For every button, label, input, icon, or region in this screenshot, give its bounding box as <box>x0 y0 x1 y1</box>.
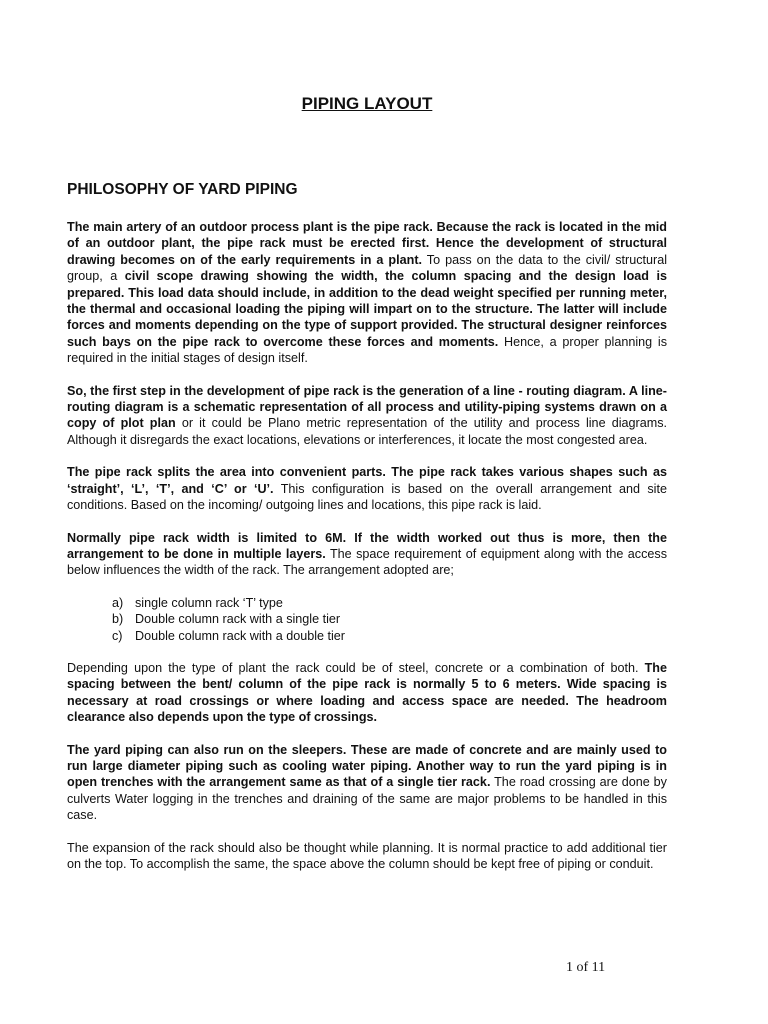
paragraph-5 <box>67 660 667 726</box>
paragraph-1 <box>67 219 667 367</box>
paragraph-4-bold: Normally pipe rack width is limited to 6M. If the width worked out thus is more, then the arrangement to be done in multiple layers. <box>67 530 667 561</box>
paragraph-1-normal-2: Hence, a proper planning is required in the initial stages of design itself. <box>67 334 667 366</box>
paragraph-4 <box>67 530 667 579</box>
paragraph-1-bold-2: civil scope drawing showing the width, the column spacing and the design load is prepared. This load data should include, in addition to the dead weight specified per running meter, the thermal and occasional loading the piping will impart on to the structure. The latter will include forces and moments depending on the type of support provided. The structural designer reinforces such bays on the pipe rack to overcome these forces and moments. <box>67 269 667 349</box>
paragraph-4-normal: The space requirement of equipment along with the access below influences the width of the rack. The arrangement adopted are; <box>67 546 667 578</box>
list-marker: a) <box>112 595 124 610</box>
paragraph-3 <box>67 464 667 513</box>
paragraph-2-bold: So, the first step in the development of pipe rack is the generation of a line - routing diagram. A line- routing diagram is a schematic representation of all process and utility-piping systems drawn on a copy of plot plan <box>67 383 667 431</box>
paragraph-3-bold: The pipe rack splits the area into convenient parts. The pipe rack takes various shapes such as ‘straight’, ‘L’, ‘T’, and ‘C’ or ‘U’. <box>67 465 667 496</box>
paragraph-3-normal: This configuration is based on the overall arrangement and site conditions. Based on the incoming/ outgoing lines and locations, this pipe rack is laid. <box>67 481 667 513</box>
paragraph-2 <box>67 383 667 449</box>
paragraph-1-bold-1: The main artery of an outdoor process plant is the pipe rack. Because the rack is located in the mid of an outdoor plant, the pipe rack must be erected first. Hence the development of structural drawing becomes on of the early requirements in a plant. <box>67 220 667 267</box>
list-item-text: Double column rack with a single tier <box>135 612 341 627</box>
page-number: 1 of 11 <box>566 960 606 975</box>
paragraph-6-normal: The road crossing are done by culverts Water logging in the trenches and draining of the same are major problems to be handled in this case. <box>67 775 667 823</box>
rack-type-list <box>67 595 667 644</box>
page-title: PIPING LAYOUT <box>301 94 433 113</box>
list-item <box>112 595 667 611</box>
paragraph-7: The expansion of the rack should also be thought while planning. It is normal practice to add additional tier on the top. To accomplish the same, the space above the column should be kept free of piping or conduit. <box>67 840 667 871</box>
paragraph-6 <box>67 742 667 824</box>
paragraph-5-bold: The spacing between the bent/ column of the pipe rack is normally 5 to 6 meters. Wide spacing is necessary at road crossings or where loading and access space are needed. The headroom clearance also depends upon the type of crossings. <box>67 660 667 725</box>
list-marker: c) <box>112 628 123 643</box>
paragraph-6-bold: The yard piping can also run on the sleepers. These are made of concrete and are mainly used to run large diameter piping such as cooling water piping. Another way to run the yard piping is in open trenches with the arrangement same as that of a single tier rack. <box>67 742 667 790</box>
paragraph-1-normal-1: To pass on the data to the civil/ structural group, a <box>67 252 667 284</box>
paragraph-2-normal: or it could be Plano metric representation of the utility and process line diagrams. Although it disregards the exact locations, elevations or interferences, it locate the most congested area. <box>67 416 668 447</box>
list-marker: b) <box>112 612 124 627</box>
list-item <box>112 628 667 644</box>
list-item <box>112 611 667 627</box>
document-body <box>67 219 667 888</box>
section-heading: PHILOSOPHY OF YARD PIPING <box>67 181 298 198</box>
list-item-text: single column rack ‘T’ type <box>135 595 283 610</box>
paragraph-5-normal: Depending upon the type of plant the rack could be of steel, concrete or a combination of both. <box>67 660 645 675</box>
list-item-text: Double column rack with a double tier <box>135 628 346 643</box>
